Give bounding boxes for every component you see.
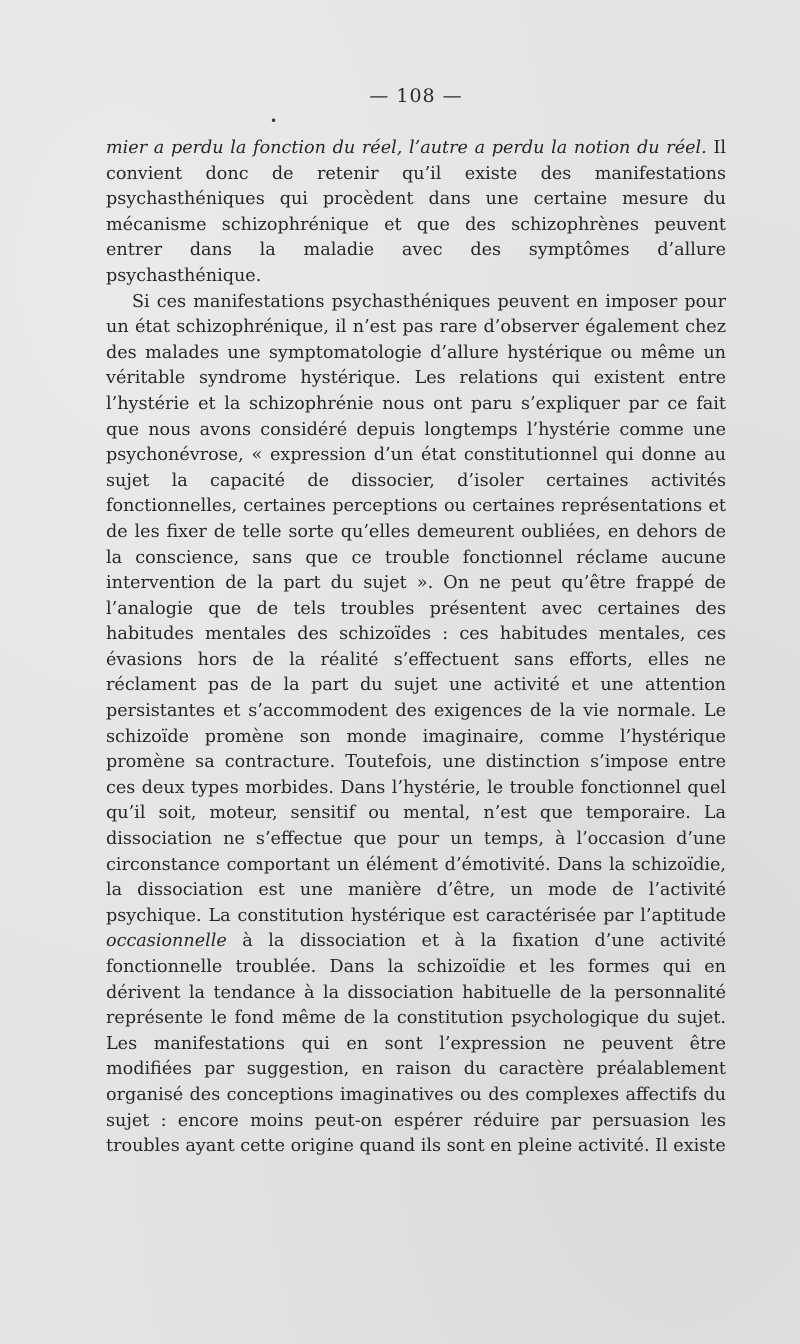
paragraph-2 [106,290,726,1160]
italic-occasionnelle: occasionnelle [106,931,227,952]
paragraph-2-text-b: à la dissociation et à la fixation d’une activité fonctionnelle troublée. Dans la schizoïdie et les formes qui en dérivent la tendance à la dissociation habituelle de la personnalité représente le fond même de la constitution psychologique du sujet. Les manifestations qui en sont l’expression ne peuvent être modifiées par suggestion, en raison du caractère préalablement organisé des conceptions imaginatives ou des complexes affectifs du sujet : encore moins peut-on espérer réduire par persuasion les troubles ayant cette origine quand ils sont en pleine activité. Il existe [106,931,726,1157]
ink-dot: • [270,114,278,128]
book-page [106,84,726,1160]
paragraph-2-text-a: Si ces manifestations psychasthéniques peuvent en imposer pour un état schizophrénique, il n’est pas rare d’observer également chez des malades une symptomatologie d’allure hystérique ou même un véritable syndrome hystérique. Les relations qui existent entre l’hystérie et la schizophrénie nous ont paru s’expliquer par ce fait que nous avons considéré depuis longtemps l’hystérie comme une psychonévrose, « expression d’un état constitutionnel qui donne au sujet la capacité de dissocier, d’isoler certaines activités fonctionnelles, certaines perceptions ou certaines représentations et de les fixer de telle sorte qu’elles demeurent oubliées, en dehors de la conscience, sans que ce trouble fonctionnel réclame aucune intervention de la part du sujet ». On ne peut qu’être frappé de l’analogie que de tels troubles présentent avec certaines des habitudes mentales des schizoïdes : ces habitudes mentales, ces évasions hors de la réalité s’effectuent sans efforts, elles ne réclament pas de la part du sujet une activité et une attention persistantes et s’accommodent des exigences de la vie normale. Le schizoïde promène son monde imaginaire, comme l’hystérique promène sa contracture. Toutefois, une distinction s’impose entre ces deux types morbides. Dans l’hystérie, le trouble fonctionnel quel qu’il soit, moteur, sensitif ou mental, n’est que temporaire. La dissociation ne s’effectue que pour un temps, à l’occasion d’une circonstance comportant un élément d’émotivité. Dans la schizoïdie, la dissociation est une manière d’être, un mode de l’activité psychique. La constitution hystérique est caractérisée par l’aptitude [106,291,726,926]
paragraph-1-text: Il convient donc de retenir qu’il existe des manifestations psychasthéniques qui procèdent dans une certaine mesure du mécanisme schizophrénique et que des schizophrènes peuvent entrer dans la maladie avec des symptômes d’allure psychasthénique. [106,138,727,286]
paragraph-1 [106,136,726,290]
italic-lead: mier a perdu la fonction du réel, l’autre a perdu la notion du réel. [106,138,707,158]
page-number: — 108 — [369,85,463,107]
